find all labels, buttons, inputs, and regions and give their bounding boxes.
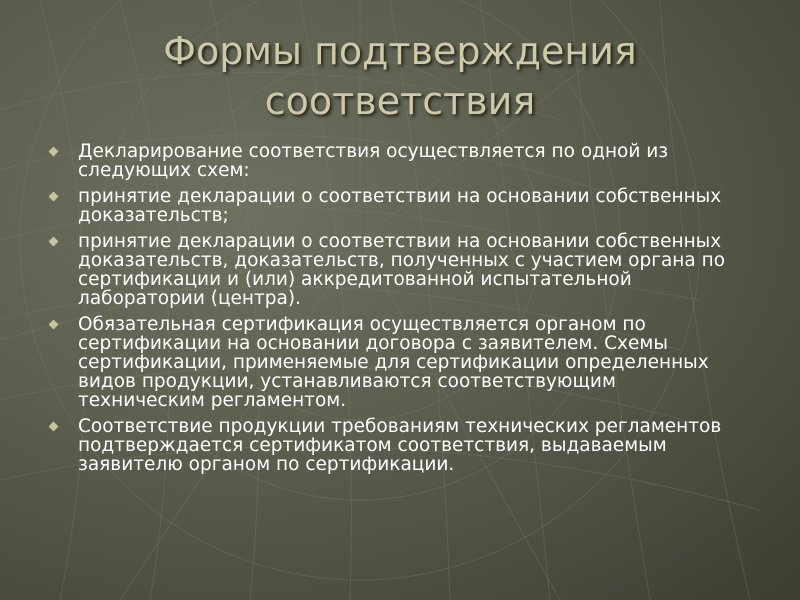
diamond-bullet-icon xyxy=(49,147,59,157)
bullet-item-certificate xyxy=(48,417,748,474)
bullet-list xyxy=(48,142,748,481)
bullet-item-own-evidence xyxy=(48,187,748,225)
bullet-item-mandatory-certification xyxy=(48,315,748,410)
bullet-text: Соответствие продукции требованиям технических регламентов подтверждается сертификатом соответствия, выдаваемым заявителю органом по сертификации. xyxy=(78,416,722,475)
diamond-bullet-icon xyxy=(49,192,59,202)
diamond-bullet-icon xyxy=(49,422,59,432)
bullet-text: принятие декларации о соответствии на основании собственных доказательств, доказательств, полученных с участием органа по сертификации и (или) аккредитованной испытательной лаборатории (центра). xyxy=(78,231,726,309)
bullet-text: Декларирование соответствия осуществляется по одной из следующих схем: xyxy=(78,141,669,181)
slide-title xyxy=(40,26,760,126)
slide-title-line-2: соответствия xyxy=(264,79,536,123)
slide-title-line-1: Формы подтверждения xyxy=(163,29,637,73)
bullet-text: принятие декларации о соответствии на основании собственных доказательств; xyxy=(78,186,722,226)
diamond-bullet-icon xyxy=(49,237,59,247)
bullet-text: Обязательная сертификация осуществляется органом по сертификации на основании договора с заявителем. Схемы сертификации, применяемые для сертификации определенных видов продукции, устанавливаются соответствующим техническим регламентом. xyxy=(78,314,709,411)
bullet-item-third-party-evidence xyxy=(48,232,748,308)
diamond-bullet-icon xyxy=(49,320,59,330)
bullet-item-declaration xyxy=(48,142,748,180)
